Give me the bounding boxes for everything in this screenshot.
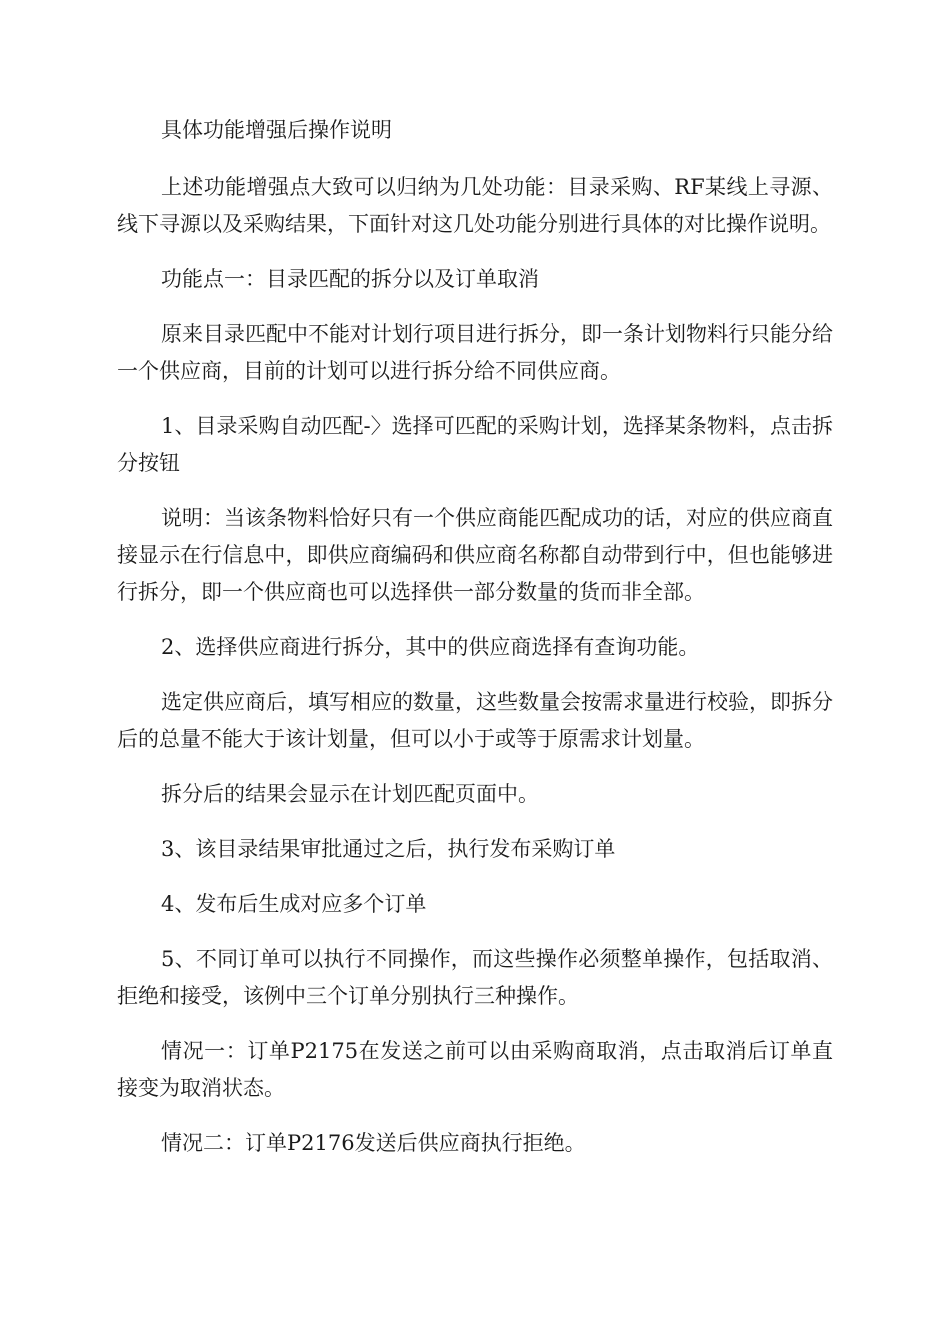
doc-title: 具体功能增强后操作说明 [161,118,392,142]
paragraph-original-behavior: 原来目录匹配中不能对计划行项目进行拆分，即一条计划物料行只能分给一个供应商，目前的计划可以进行拆分给不同供应商。 [117,322,833,383]
paragraph-step-3: 3、该目录结果审批通过之后，执行发布采购订单 [161,837,616,861]
paragraph-case-2: 情况二：订单P2176发送后供应商执行拒绝。 [161,1131,586,1155]
paragraph-quantity-check: 选定供应商后，填写相应的数量，这些数量会按需求量进行校验，即拆分后的总量不能大于该计划量，但可以小于或等于原需求计划量。 [117,690,833,751]
paragraph-step-5: 5、不同订单可以执行不同操作，而这些操作必须整单操作，包括取消、拒绝和接受，该例中三个订单分别执行三种操作。 [117,947,833,1008]
paragraph-overview: 上述功能增强点大致可以归纳为几处功能：目录采购、RF某线上寻源、线下寻源以及采购结果，下面针对这几处功能分别进行具体的对比操作说明。 [117,175,833,236]
paragraph-step-2: 2、选择供应商进行拆分，其中的供应商选择有查询功能。 [161,635,700,659]
paragraph-note: 说明：当该条物料恰好只有一个供应商能匹配成功的话，对应的供应商直接显示在行信息中，即供应商编码和供应商名称都自动带到行中，但也能够进行拆分，即一个供应商也可以选择供一部分数量的货而非全部。 [117,506,833,604]
paragraph-case-1: 情况一：订单P2175在发送之前可以由采购商取消，点击取消后订单直接变为取消状态。 [117,1039,833,1100]
paragraph-step-4: 4、发布后生成对应多个订单 [161,892,427,916]
document-body [117,112,833,1180]
paragraph-step-1: 1、目录采购自动匹配-〉选择可匹配的采购计划，选择某条物料，点击拆分按钮 [117,414,833,475]
paragraph-feature-one-heading: 功能点一：目录匹配的拆分以及订单取消 [161,267,539,291]
paragraph-split-result: 拆分后的结果会显示在计划匹配页面中。 [161,782,539,806]
